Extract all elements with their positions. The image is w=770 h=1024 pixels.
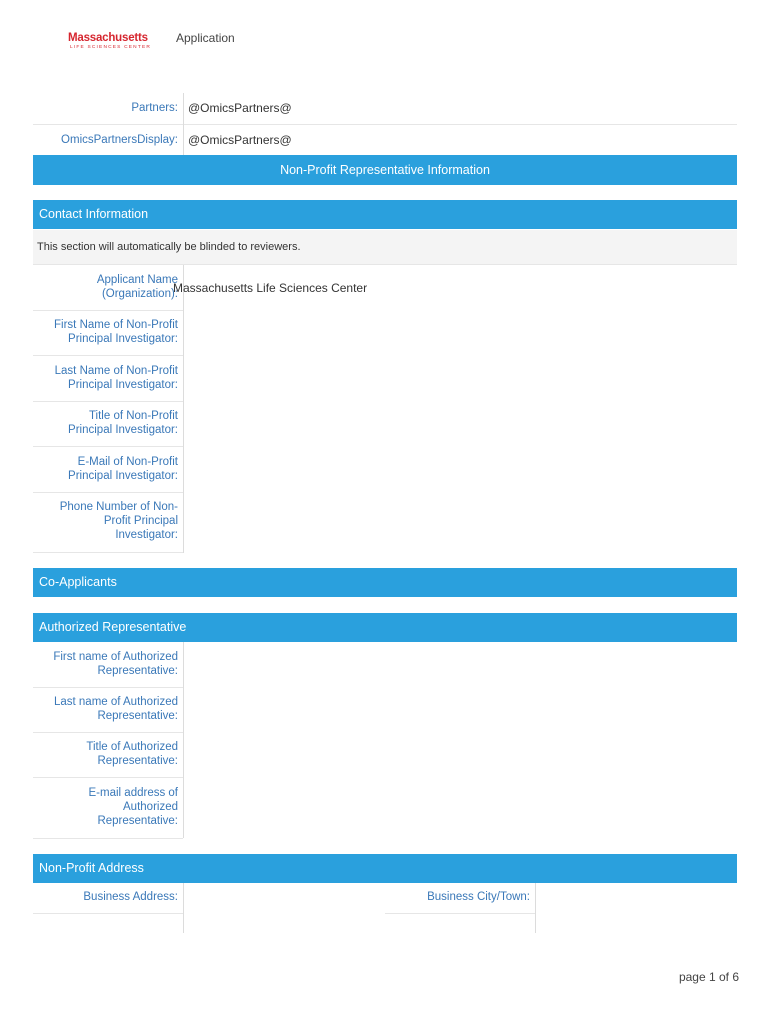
- auth-first-name-label: First name of Authorized: [53, 651, 178, 663]
- contact-notice: This section will automatically be blinded to reviewers.: [33, 230, 737, 265]
- pi-title-row: Title of Non-Profit Principal Investigator:: [33, 401, 183, 447]
- omics-partners-display-label: OmicsPartnersDisplay:: [61, 134, 178, 146]
- pi-last-name-label: Last Name of Non-Profit: [54, 365, 178, 377]
- massachusetts-logo: [68, 32, 168, 54]
- auth-email-row: E-mail address of Authorized Representative:: [33, 778, 183, 839]
- applicant-name-value: Massachusetts Life Sciences Center: [173, 281, 368, 295]
- business-city-label: Business City/Town:: [427, 891, 530, 903]
- contact-fields: [33, 265, 737, 553]
- pi-email-row: E-Mail of Non-Profit Principal Investigator:: [33, 447, 183, 493]
- section-authorized-representative: Authorized Representative: [33, 613, 737, 642]
- partners-value: @OmicsPartners@: [188, 101, 292, 115]
- header: [0, 0, 770, 70]
- logo-sub-text: LIFE SCIENCES CENTER: [70, 45, 152, 50]
- pi-first-name-row: First Name of Non-Profit Principal Investigator:: [33, 310, 183, 356]
- address-row: [33, 883, 737, 933]
- pi-email-label: E-Mail of Non-Profit: [77, 456, 178, 468]
- auth-last-name-label: Last name of Authorized: [53, 696, 178, 708]
- omics-partners-display-value: @OmicsPartners@: [188, 133, 292, 147]
- partners-row: [33, 93, 737, 125]
- section-non-profit-address: Non-Profit Address: [33, 854, 737, 883]
- applicant-name-row: Applicant Name (Organization):: [33, 265, 183, 311]
- pi-phone-label: Phone Number of Non-: [59, 501, 178, 513]
- pi-title-label: Title of Non-Profit: [88, 410, 178, 422]
- auth-last-name-row: Last name of Authorized Representative:: [33, 687, 183, 733]
- section-representative-info: Non-Profit Representative Information: [33, 155, 737, 185]
- omics-partners-display-row: [33, 124, 737, 155]
- auth-email-label: E-mail address of: [88, 787, 178, 799]
- pi-last-name-row: Last Name of Non-Profit Principal Investigator:: [33, 356, 183, 402]
- logo-main-text: Massachusetts: [68, 32, 148, 44]
- pi-first-name-label: First Name of Non-Profit: [54, 319, 178, 331]
- page-title: Application: [176, 31, 235, 45]
- section-co-applicants: Co-Applicants: [33, 568, 737, 597]
- auth-first-name-row: First name of Authorized Representative:: [33, 642, 183, 688]
- business-address-label: Business Address:: [83, 891, 178, 903]
- page-number: page 1 of 6: [678, 970, 739, 984]
- authorized-fields: [33, 642, 737, 838]
- applicant-name-label: Applicant Name: [96, 274, 178, 286]
- auth-title-label: Title of Authorized: [86, 741, 178, 753]
- section-contact-information: Contact Information: [33, 200, 737, 229]
- partners-label: Partners:: [131, 102, 178, 114]
- pi-phone-row: Phone Number of Non- Profit Principal Investigator:: [33, 492, 183, 553]
- auth-title-row: Title of Authorized Representative:: [33, 732, 183, 778]
